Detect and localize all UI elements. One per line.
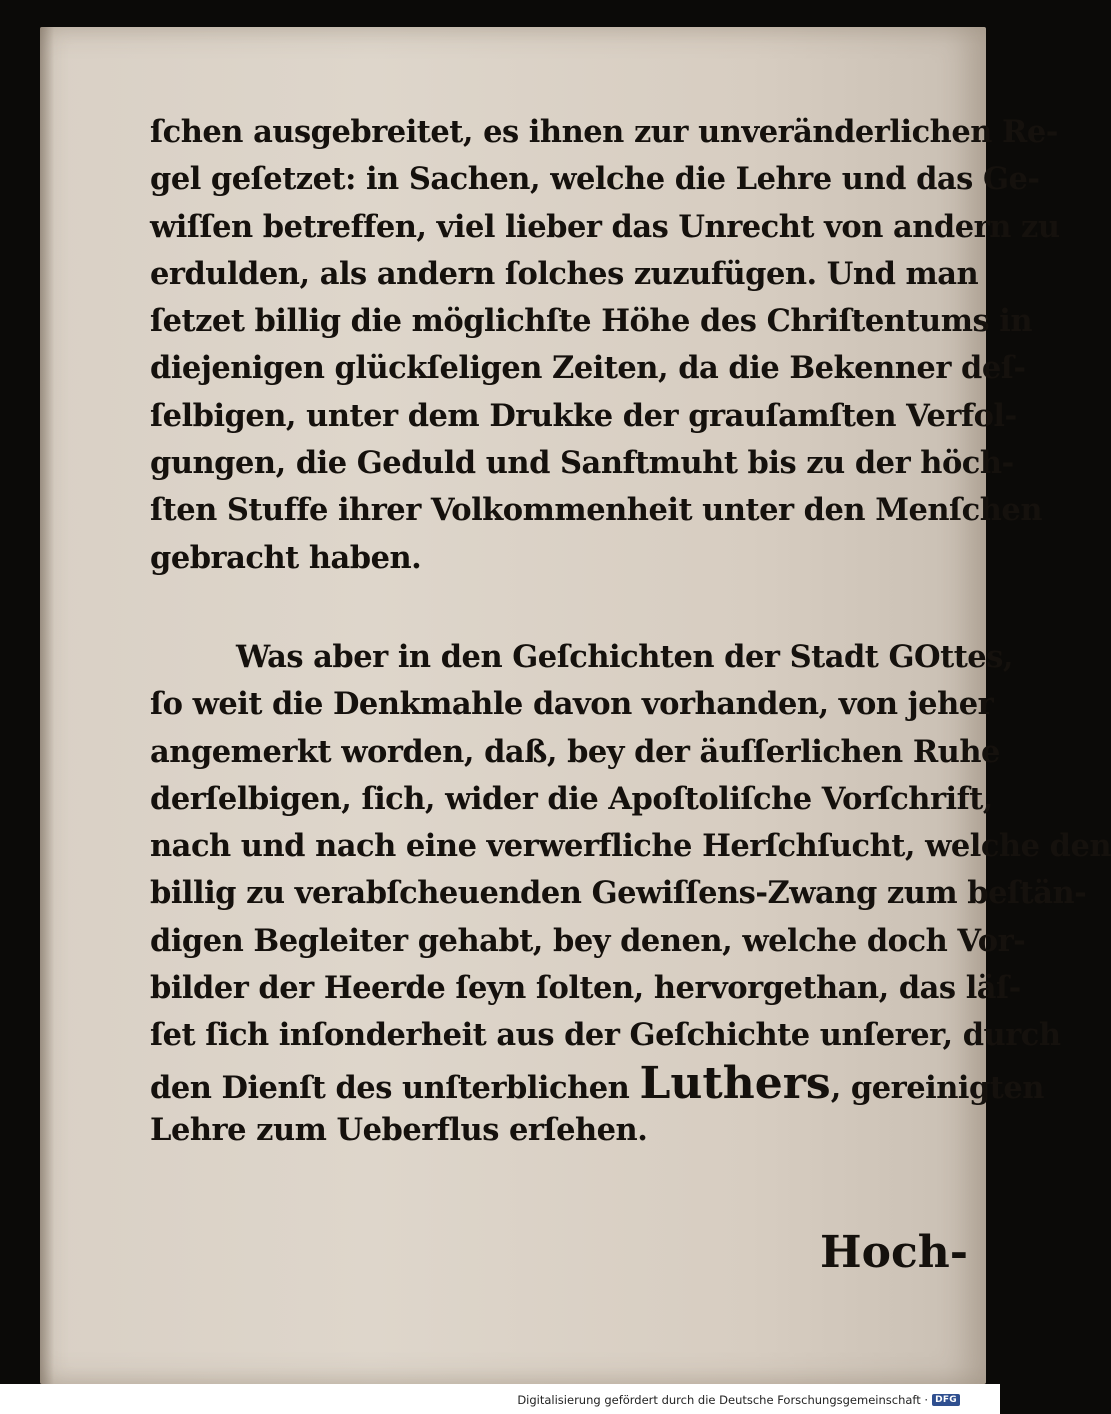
text-line: bilder der Heerde ſeyn ſolten, hervorgethan, das läſ- — [150, 970, 1021, 1007]
text-line: ſo weit die Denkmahle davon vorhanden, von jeher — [150, 686, 994, 723]
dfg-logo: DFG — [932, 1394, 960, 1406]
text-line: Lehre zum Ueberflus erſehen. — [150, 1111, 648, 1148]
text-line: billig zu verabſcheuenden Gewiſſens-Zwang zum beſtän- — [150, 875, 1087, 912]
text-line: erdulden, als andern ſolches zuzufügen. Und man — [150, 255, 979, 292]
paragraph-gap — [150, 582, 972, 634]
body-text — [150, 109, 1111, 1154]
credit-text: Digitalisierung gefördert durch die Deutsche Forschungsgemeinschaft · — [517, 1393, 929, 1407]
digitization-credit — [517, 1393, 960, 1407]
text-line: ſelbigen, unter dem Drukke der grauſamſten Verfol- — [150, 397, 1017, 434]
text-line: nach und nach eine verwerfliche Herſchſucht, welche den — [150, 828, 1111, 865]
luthers-line-before: den Dienſt des unſterblichen — [150, 1069, 630, 1106]
text-line: gebracht haben. — [150, 539, 422, 576]
text-line: derſelbigen, ſich, wider die Apoſtoliſche Vorſchrift, — [150, 780, 993, 817]
text-line-luthers — [150, 1057, 1044, 1109]
text-line: ſchen ausgebreitet, es ihnen zur unveränderlichen Re- — [150, 114, 1058, 150]
luthers-line-after: , gereinigten — [830, 1069, 1044, 1106]
luthers-emphasis: Luthers — [639, 1057, 831, 1109]
text-line: gel geſetzet: in Sachen, welche die Lehre und das Ge- — [150, 161, 1040, 198]
text-line: ſten Stuffe ihrer Volkommenheit unter den Menſchen — [150, 492, 1042, 529]
text-line: diejenigen glückſeligen Zeiten, da die Bekenner deſ- — [150, 350, 1026, 387]
book-page — [40, 27, 1111, 1384]
catchword: Hoch- — [820, 1227, 968, 1278]
text-line: wiſſen betreffen, viel lieber das Unrecht von andern zu — [150, 208, 1060, 245]
text-line: ſetzet billig die möglichſte Höhe des Chriſtentums in — [150, 303, 1033, 340]
text-line: digen Begleiter gehabt, bey denen, welche doch Vor- — [150, 922, 1026, 959]
text-line: gungen, die Geduld und Sanftmuht bis zu der höch- — [150, 445, 1014, 482]
text-line: Was aber in den Geſchichten der Stadt GOttes, — [236, 638, 1013, 675]
text-line: ſet ſich inſonderheit aus der Geſchichte unſerer, durch — [150, 1017, 1061, 1054]
text-line: angemerkt worden, daß, bey der äuſſerlichen Ruhe — [150, 733, 1000, 770]
